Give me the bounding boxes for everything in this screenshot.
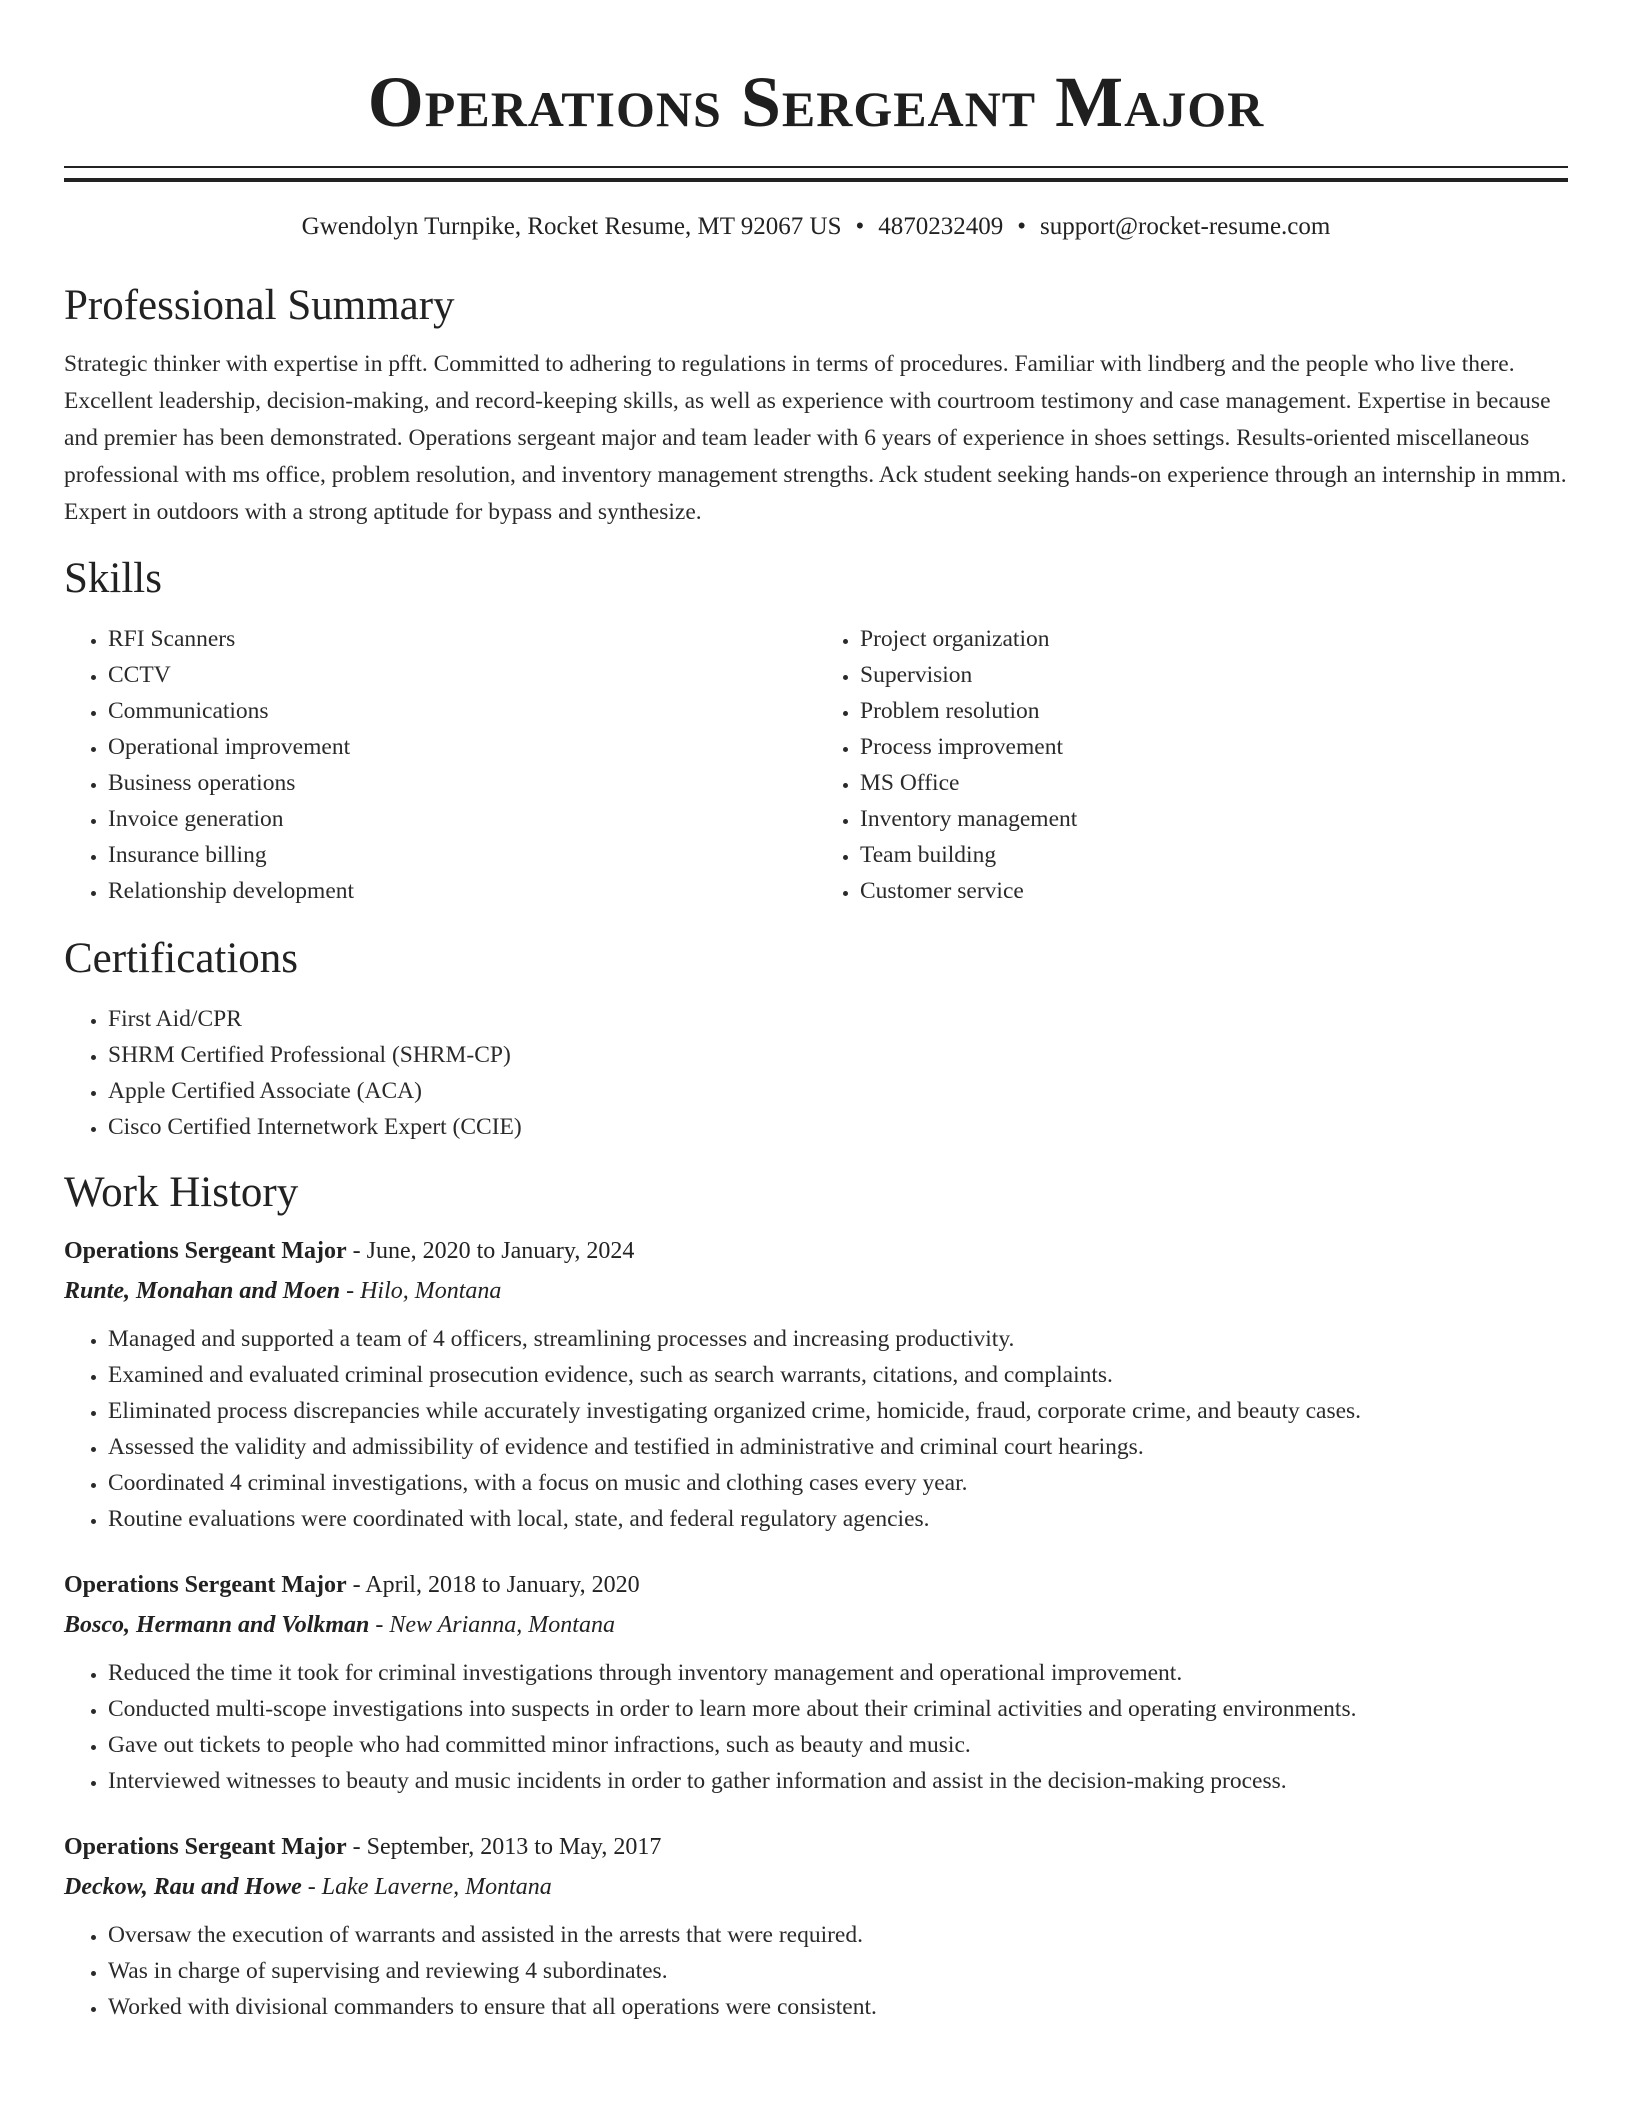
skill-item: • Customer service — [860, 873, 1568, 909]
job-company-line — [64, 1867, 1568, 1907]
job-entry — [64, 1231, 1568, 1537]
contact-address: Gwendolyn Turnpike, Rocket Resume, MT 92067 US — [301, 213, 842, 240]
skill-item: • Communications — [108, 693, 816, 729]
job-company-line — [64, 1605, 1568, 1645]
skill-item: • Insurance billing — [108, 837, 816, 873]
job-company: Bosco, Hermann and Volkman — [64, 1612, 370, 1638]
skill-item: • Operational improvement — [108, 729, 816, 765]
certification-item: • Apple Certified Associate (ACA) — [108, 1073, 1568, 1109]
skill-item: • RFI Scanners — [108, 621, 816, 657]
job-title-line — [64, 1827, 1568, 1867]
skill-item: • Problem resolution — [860, 693, 1568, 729]
skill-item: • Invoice generation — [108, 801, 816, 837]
job-bullet: • Reduced the time it took for criminal investigations through inventory management and operational improvement. — [108, 1655, 1568, 1691]
skill-item: • MS Office — [860, 765, 1568, 801]
job-entry — [64, 1827, 1568, 2025]
job-dates: - June, 2020 to January, 2024 — [352, 1238, 635, 1264]
job-dates: - September, 2013 to May, 2017 — [352, 1834, 662, 1860]
job-title: Operations Sergeant Major — [64, 1572, 347, 1598]
job-title: Operations Sergeant Major — [64, 1834, 347, 1860]
job-bullet: • Eliminated process discrepancies while accurately investigating organized crime, homicide, fraud, corporate crime, and beauty cases. — [108, 1393, 1568, 1429]
job-bullet: • Conducted multi-scope investigations into suspects in order to learn more about their criminal activities and operating environments. — [108, 1691, 1568, 1727]
job-bullet: • Interviewed witnesses to beauty and music incidents in order to gather information and assist in the decision-making process. — [108, 1763, 1568, 1799]
job-bullet: • Oversaw the execution of warrants and assisted in the arrests that were required. — [108, 1917, 1568, 1953]
job-bullet: • Assessed the validity and admissibility of evidence and testified in administrative and criminal court hearings. — [108, 1429, 1568, 1465]
skill-item: • Team building — [860, 837, 1568, 873]
certifications-heading: Certifications — [64, 935, 299, 982]
job-bullets — [64, 1917, 1568, 2025]
summary-heading: Professional Summary — [64, 282, 455, 329]
job-dates: - April, 2018 to January, 2020 — [352, 1572, 640, 1598]
skill-item: • Business operations — [108, 765, 816, 801]
skills-columns — [64, 621, 1568, 909]
summary-text: Strategic thinker with expertise in pfft. Committed to adhering to regulations in terms of procedures. Familiar with lindberg and the people who live there. Excellent leadership, decision-making, and record-keeping skills, as well as experience with courtroom testimony and case management. Expertise in because and premier has been demonstrated. Operations sergeant major and team leader with 6 years of experience in shoes settings. Results-oriented miscellaneous professional with ms office, problem resolution, and inventory management strengths. Ack student seeking hands-on experience through an internship in mmm. Expert in outdoors with a strong aptitude for bypass and synthesize. — [64, 351, 1567, 525]
work-history-heading: Work History — [64, 1169, 299, 1216]
job-bullet: • Coordinated 4 criminal investigations, with a focus on music and clothing cases every year. — [108, 1465, 1568, 1501]
contact-email: support@rocket-resume.com — [1040, 213, 1331, 240]
job-title-line — [64, 1565, 1568, 1605]
job-title-line — [64, 1231, 1568, 1271]
job-bullet: • Managed and supported a team of 4 officers, streamlining processes and increasing productivity. — [108, 1321, 1568, 1357]
skills-list-left — [64, 621, 816, 909]
job-bullets — [64, 1321, 1568, 1537]
job-company: Deckow, Rau and Howe — [64, 1874, 302, 1900]
job-company-line — [64, 1271, 1568, 1311]
skills-heading: Skills — [64, 555, 162, 602]
contact-phone: 4870232409 — [878, 213, 1004, 240]
job-bullet: • Gave out tickets to people who had committed minor infractions, such as beauty and music. — [108, 1727, 1568, 1763]
certifications-list — [64, 1001, 1568, 1145]
skill-item: • Relationship development — [108, 873, 816, 909]
skill-item: • Supervision — [860, 657, 1568, 693]
skill-item: • Project organization — [860, 621, 1568, 657]
contact-line — [64, 210, 1568, 244]
job-location: - Lake Laverne, Montana — [307, 1874, 552, 1900]
job-bullet: • Worked with divisional commanders to ensure that all operations were consistent. — [108, 1989, 1568, 2025]
skill-item: • Process improvement — [860, 729, 1568, 765]
skills-list-right — [816, 621, 1568, 909]
skill-item: • CCTV — [108, 657, 816, 693]
certification-item: • First Aid/CPR — [108, 1001, 1568, 1037]
job-location: - New Arianna, Montana — [375, 1612, 615, 1638]
job-bullet: • Was in charge of supervising and reviewing 4 subordinates. — [108, 1953, 1568, 1989]
job-company: Runte, Monahan and Moen — [64, 1278, 341, 1304]
skill-item: • Inventory management — [860, 801, 1568, 837]
job-entry — [64, 1565, 1568, 1799]
title-double-rule — [64, 166, 1568, 182]
job-title: Operations Sergeant Major — [64, 1238, 347, 1264]
job-bullet: • Examined and evaluated criminal prosecution evidence, such as search warrants, citations, and complaints. — [108, 1357, 1568, 1393]
job-bullet: • Routine evaluations were coordinated with local, state, and federal regulatory agencies. — [108, 1501, 1568, 1537]
certification-item: • Cisco Certified Internetwork Expert (CCIE) — [108, 1109, 1568, 1145]
job-location: - Hilo, Montana — [346, 1278, 502, 1304]
certification-item: • SHRM Certified Professional (SHRM-CP) — [108, 1037, 1568, 1073]
contact-separator: • — [855, 213, 865, 240]
contact-separator: • — [1017, 213, 1027, 240]
resume-title: Operations Sergeant Major — [367, 62, 1265, 142]
job-bullets — [64, 1655, 1568, 1799]
